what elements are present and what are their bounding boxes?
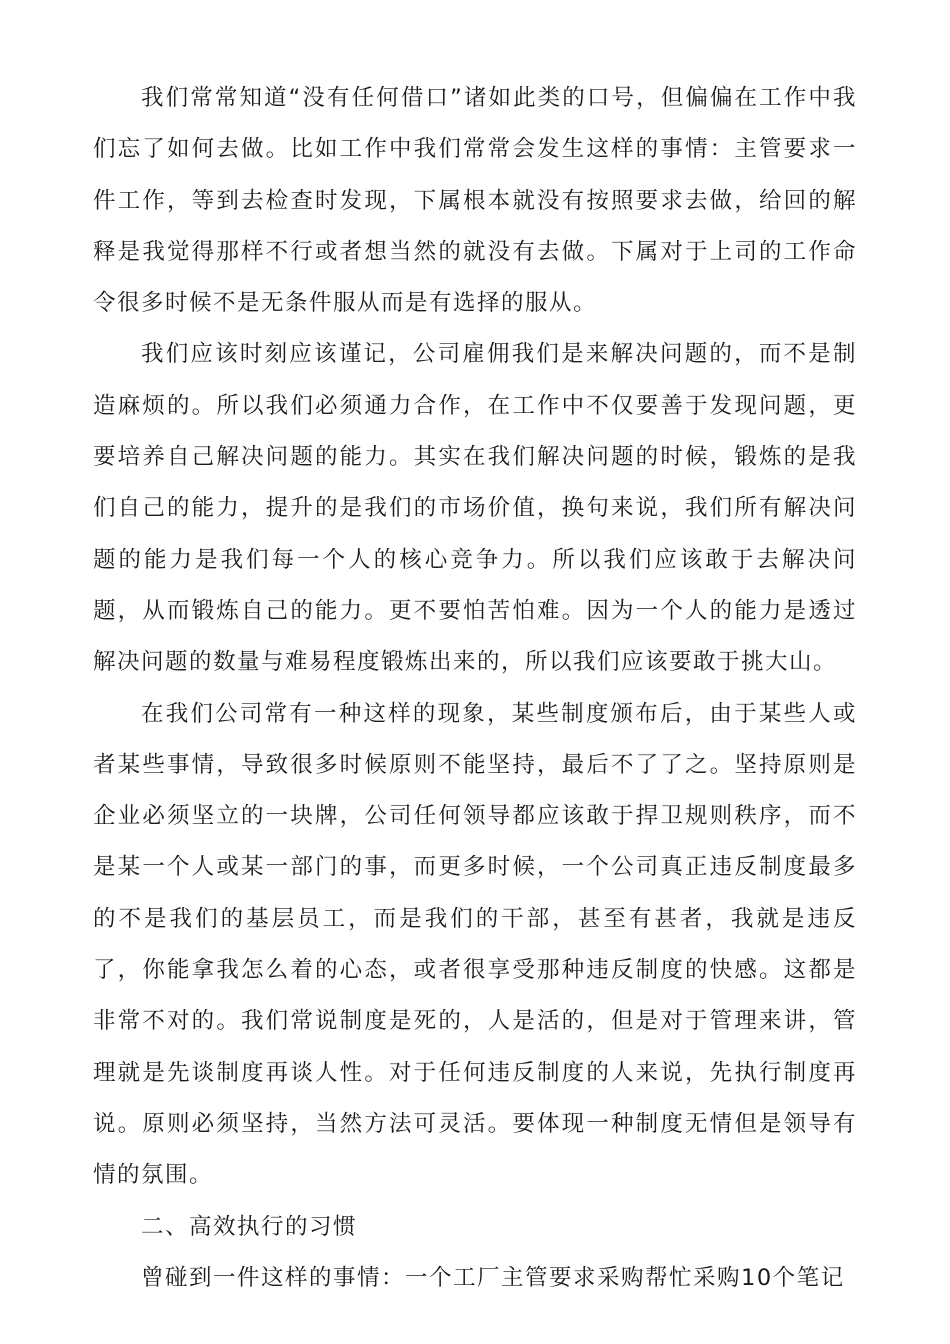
paragraph-procurement: 曾碰到一件这样的事情：一个工厂主管要求采购帮忙采购10个笔记 — [141, 1264, 845, 1291]
paragraph-excuses: 我们常常知道“没有任何借口”诸如此类的口号，但偏偏在工作中我们忘了如何去做。比如工作中我们常常会发生这样的事情：主管要求一件工作，等到去检查时发现，下属根本就没有按照要求去做，给回的解释是我觉得那样不行或者想当然的就没有去做。下属对于上司的工作命令很多时候不是无条件服从而是有选择的服从。 — [93, 85, 857, 317]
paragraph-principles: 在我们公司常有一种这样的现象，某些制度颁布后，由于某些人或者某些事情，导致很多时候原则不能坚持，最后不了了之。坚持原则是企业必须坚立的一块牌，公司任何领导都应该敢于捍卫规则秩序，而不是某一个人或某一部门的事，而更多时候，一个公司真正违反制度最多的不是我们的基层员工，而是我们的干部，甚至有甚者，我就是违反了，你能拿我怎么着的心态，或者很享受那种违反制度的快感。这都是非常不对的。我们常说制度是死的，人是活的，但是对于管理来讲，管理就是先谈制度再谈人性。对于任何违反制度的人来说，先执行制度再说。原则必须坚持，当然方法可灵活。要体现一种制度无情但是领导有情的氛围。 — [93, 700, 857, 1189]
section-heading: 二、高效执行的习惯 — [141, 1213, 358, 1240]
document-body — [93, 73, 857, 1304]
paragraph-solve-problems: 我们应该时刻应该谨记，公司雇佣我们是来解决问题的，而不是制造麻烦的。所以我们必须通力合作，在工作中不仅要善于发现问题，更要培养自己解决问题的能力。其实在我们解决问题的时候，锻炼的是我们自己的能力，提升的是我们的市场价值，换句来说，我们所有解决问题的能力是我们每一个人的核心竞争力。所以我们应该敢于去解决问题，从而锻炼自己的能力。更不要怕苦怕难。因为一个人的能力是透过解决问题的数量与难易程度锻炼出来的，所以我们应该要敢于挑大山。 — [93, 341, 857, 676]
